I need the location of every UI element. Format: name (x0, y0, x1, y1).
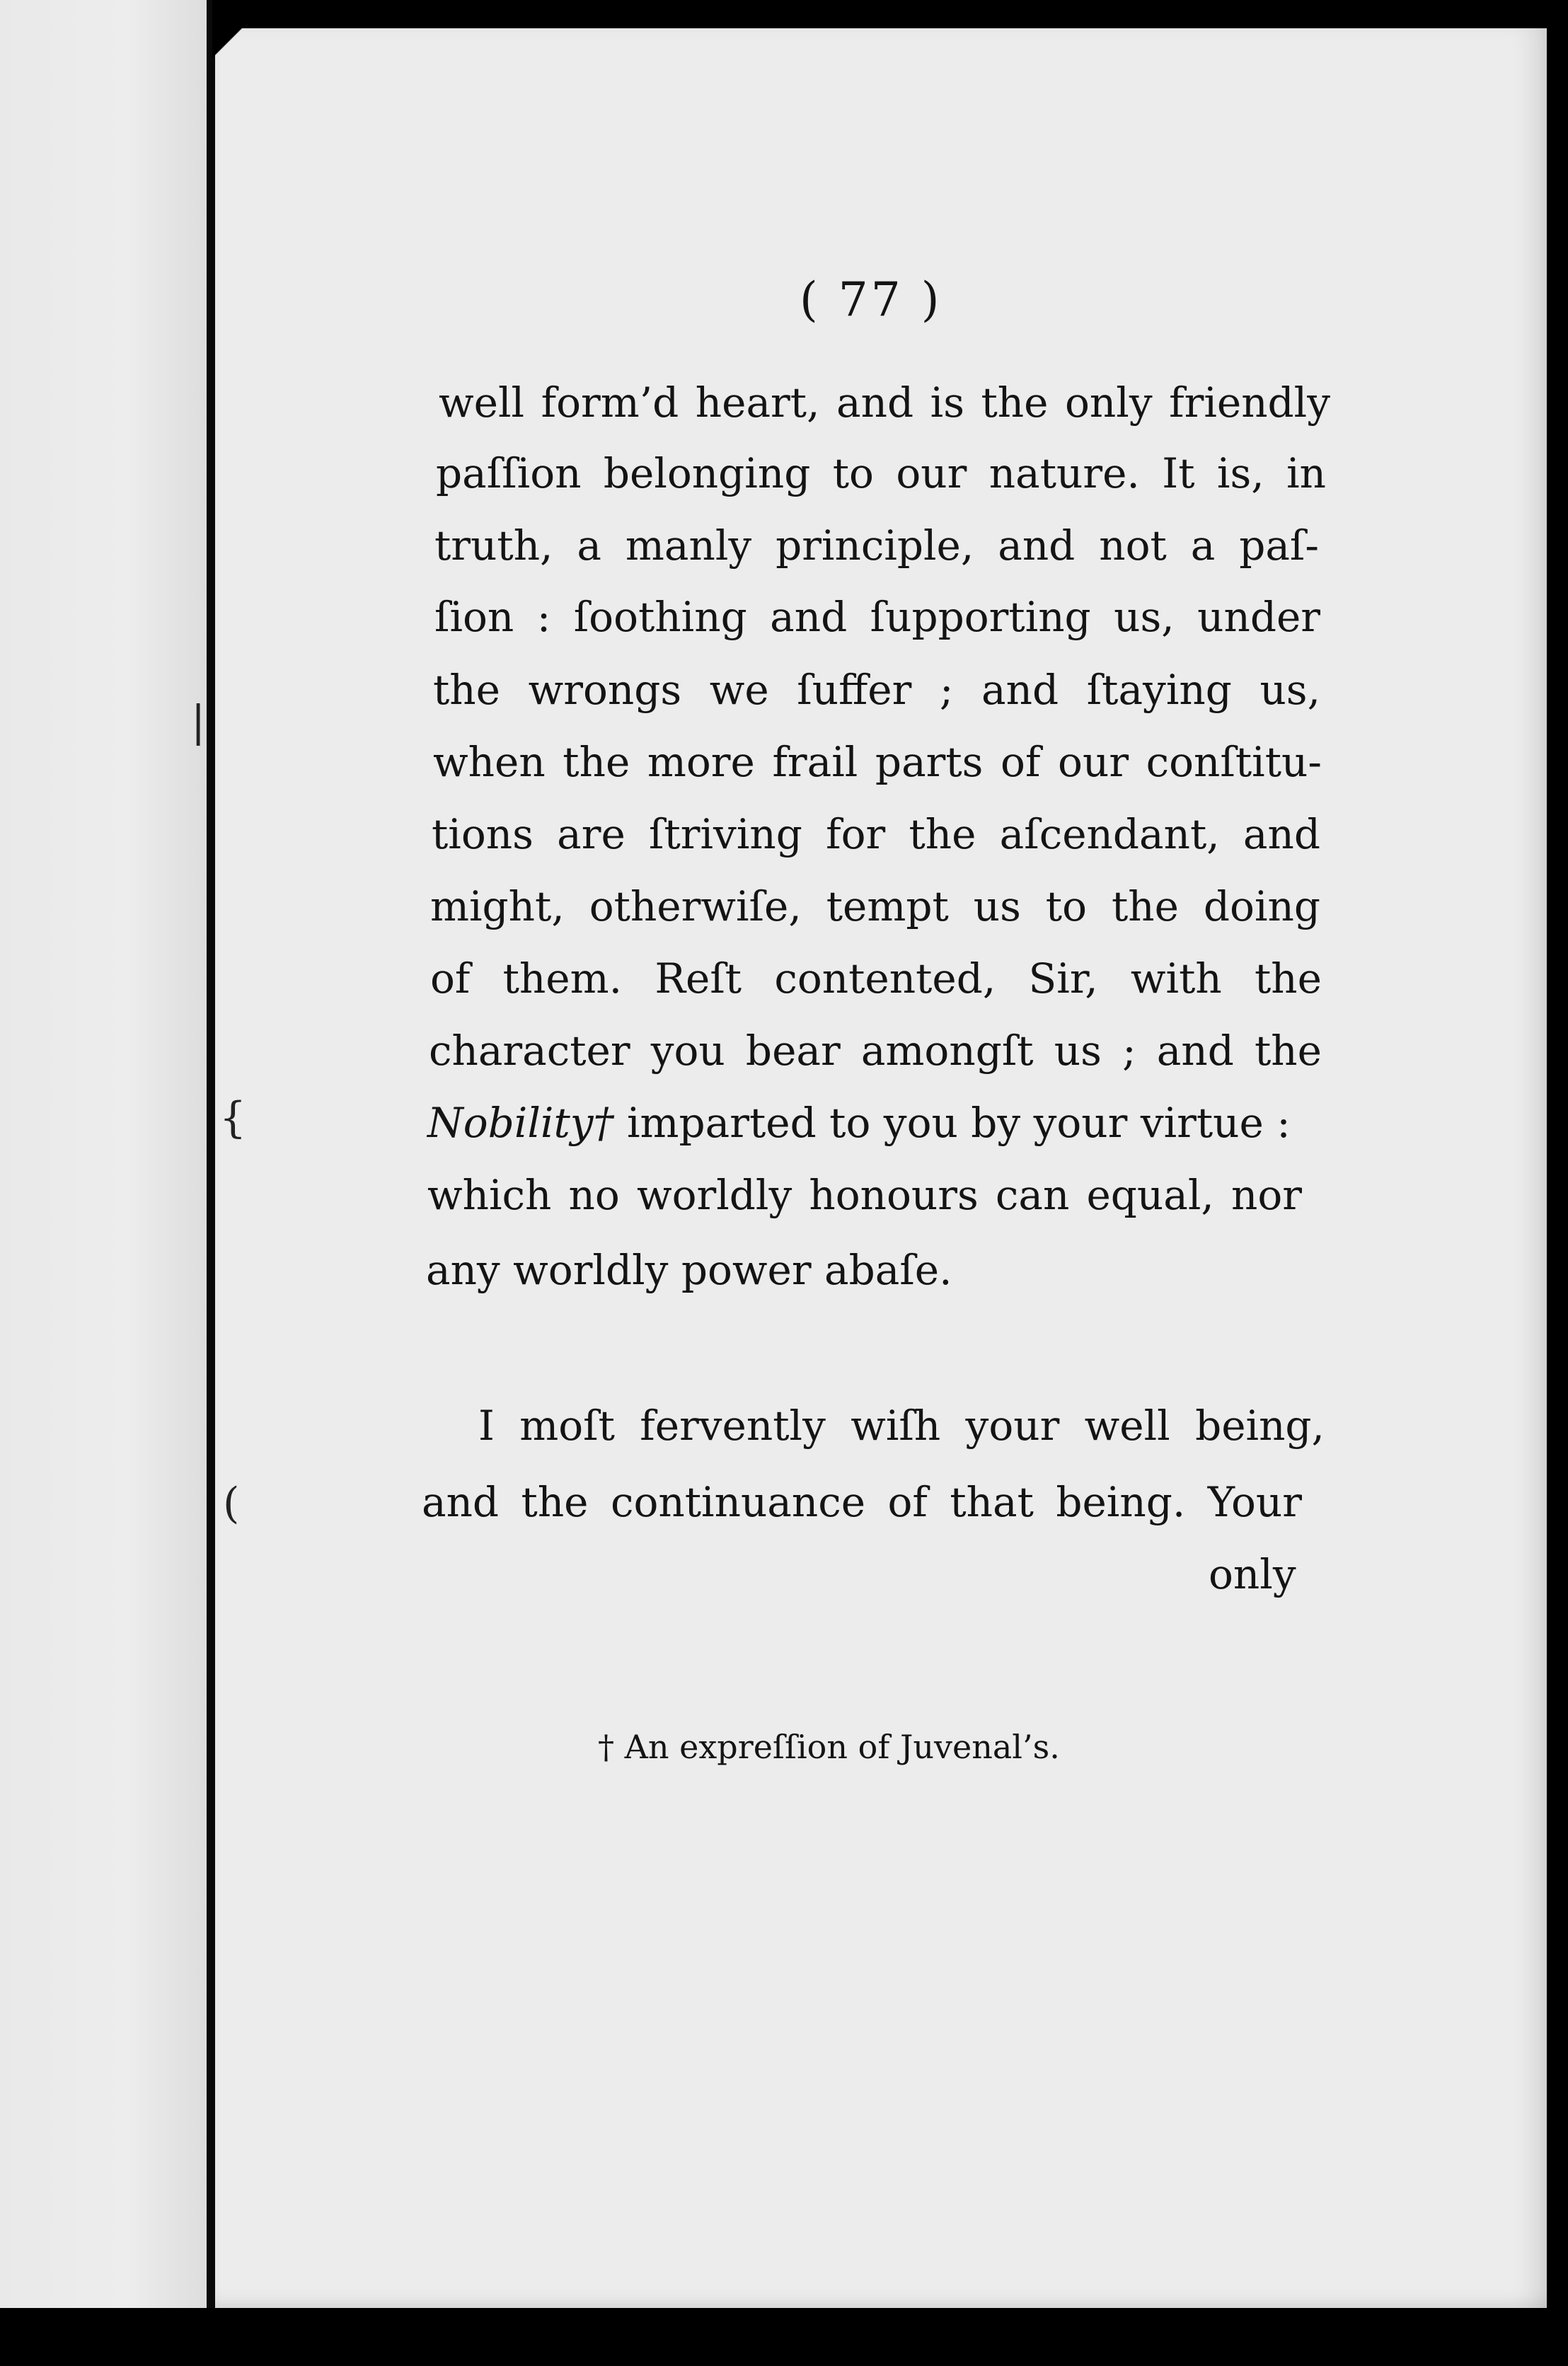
page-corner-shadow (212, 0, 255, 85)
text-line: of them. Reſt contented, Sir, with the (430, 954, 1322, 1003)
binding-gutter (207, 0, 215, 2321)
scan-bottom-border (0, 2308, 1568, 2366)
text-line: character you bear amongſt us ; and the (429, 1027, 1322, 1075)
nobility-word: Nobility† (427, 1099, 614, 1147)
text-line: any worldly power abaſe. (426, 1246, 952, 1294)
text-line: might, otherwiſe, tempt us to the doing (430, 882, 1320, 930)
catchword: only (1209, 1550, 1296, 1598)
text-line: tions are ſtriving for the aſcendant, and (432, 810, 1320, 858)
margin-mark: | (191, 697, 206, 746)
text-line: truth, a manly principle, and not a paſ- (434, 521, 1319, 570)
footnote: † An expreſſion of Juvenal’s. (598, 1728, 1060, 1766)
text-line: which no worldly honours can equal, nor (427, 1171, 1302, 1219)
text-line: the wrongs we ſuffer ; and ſtaying us, (433, 666, 1320, 714)
page-number: ( 77 ) (800, 272, 942, 327)
text-line: ſion : ſoothing and ſupporting us, under (434, 593, 1320, 641)
text-line (427, 1099, 1320, 1147)
text-line: I moſt fervently wiſh your well being, (478, 1402, 1325, 1450)
text-line-rest: imparted to you by your virtue : (626, 1099, 1291, 1147)
text-line: paſſion belonging to our nature. It is, in (436, 449, 1326, 497)
text-line: when the more frail parts of our conſtitu- (433, 738, 1322, 786)
margin-mark: { (219, 1093, 247, 1143)
page-sheet (215, 28, 1547, 2308)
margin-mark: ( (223, 1479, 240, 1528)
facing-page-edge (0, 0, 212, 2314)
text-line: well form’d heart, and is the only friendly (439, 379, 1330, 427)
text-line: and the continuance of that being. Your (422, 1478, 1302, 1526)
